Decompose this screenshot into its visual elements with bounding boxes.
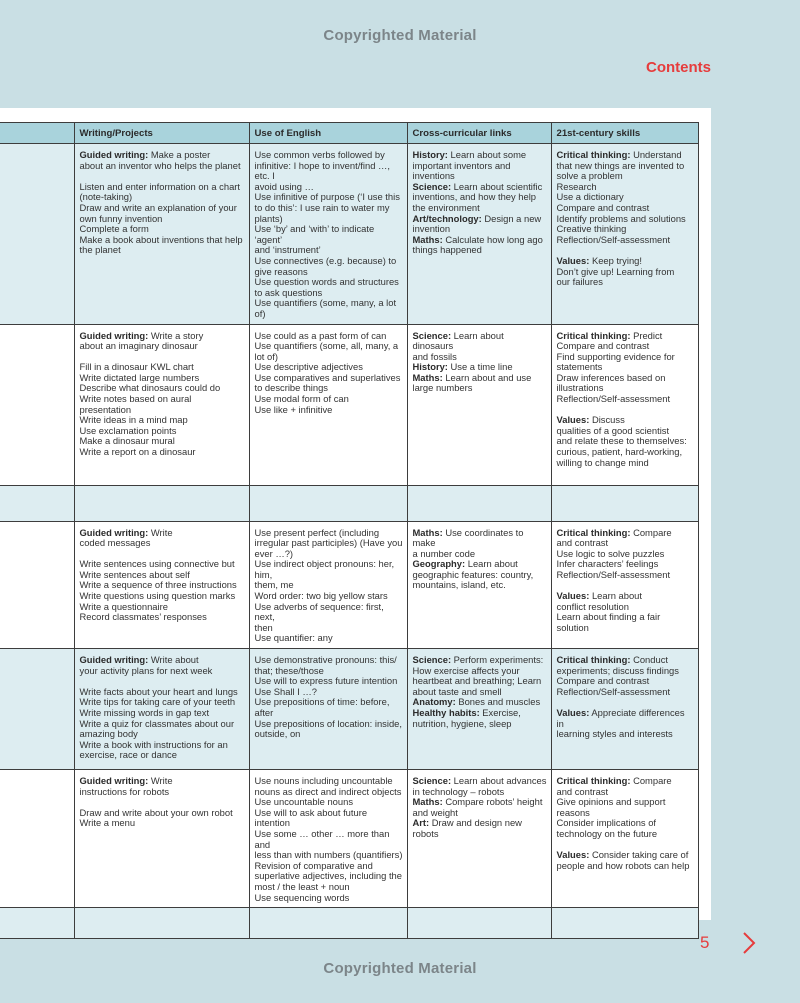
cell-line: of)	[254, 307, 266, 319]
cell-line: Maths: Calculate how long ago	[412, 233, 543, 245]
cell-line: Use demonstrative pronouns: this/	[254, 654, 397, 666]
table-row	[0, 649, 698, 770]
cell-line: invention	[412, 223, 451, 235]
cell-line: Write a questionnaire	[79, 600, 168, 612]
cell-line: to ask questions	[254, 286, 323, 298]
column-header-english: Use of English	[249, 123, 407, 144]
cell-line: experiments; discuss findings	[556, 664, 679, 676]
cell-line: Values: Discuss	[556, 414, 625, 426]
empty-cell	[249, 908, 407, 939]
cell-line: Use quantifier: any	[254, 632, 333, 644]
cell-line: things happened	[412, 244, 482, 256]
cell-line: Maths: Use coordinates to make	[412, 526, 524, 549]
cell-line: Listen and enter information on a chart	[79, 180, 241, 192]
cell-line: Write a sequence of three instructions	[79, 579, 237, 591]
cell-line: coded messages	[79, 537, 151, 549]
cell-line: Research	[556, 180, 597, 192]
cell-line: a number code	[412, 547, 476, 559]
cell-line: Values: Consider taking care of	[556, 849, 689, 861]
cell-line: in technology – robots	[412, 785, 505, 797]
unit-cell	[0, 324, 74, 485]
cell-line: illustrations	[556, 382, 604, 394]
cell-line: ever …?)	[254, 547, 294, 559]
cell-line: Reflection/Self-assessment	[556, 233, 671, 245]
empty-cell	[0, 485, 74, 521]
cell-line: Compare and contrast	[556, 675, 650, 687]
cell-line: Use nouns including uncountable	[254, 775, 393, 787]
cell-line: Reflection/Self-assessment	[556, 393, 671, 405]
cell-line: History: Learn about some	[412, 149, 527, 160]
cell-line: the environment	[412, 201, 480, 213]
cell-line: History: Use a time line	[412, 361, 513, 373]
writing-cell	[74, 144, 249, 325]
cell-line: and ‘instrument’	[254, 244, 321, 256]
cell-line: Critical thinking: Compare	[556, 526, 672, 538]
cell-line: Healthy habits: Exercise,	[412, 707, 521, 718]
cell-line: the planet	[79, 244, 121, 256]
writing-cell	[74, 770, 249, 908]
column-header-skills: 21st-century skills	[551, 123, 698, 144]
cell-line: mountains, island, etc.	[412, 579, 506, 591]
cell-line: then	[254, 621, 273, 633]
cell-line: Compare and contrast	[556, 201, 650, 213]
cell-line: conflict resolution	[556, 600, 629, 612]
cell-line: Word order: two big yellow stars	[254, 590, 388, 602]
table-row-empty	[0, 908, 698, 939]
skills-cell	[551, 770, 698, 908]
cell-line: Use indirect object pronouns: her, him,	[254, 558, 395, 580]
cell-line: Use will to ask about future	[254, 806, 368, 818]
cell-line: about an imaginary dinosaur	[79, 340, 198, 352]
cell-line: Write a quiz for classmates about our	[79, 717, 235, 729]
cell-line: Critical thinking: Conduct	[556, 654, 668, 666]
cell-line: large numbers	[412, 382, 473, 394]
contents-link[interactable]: Contents	[646, 59, 711, 76]
cell-line: and relate these to themselves:	[556, 435, 687, 447]
empty-cell	[74, 485, 249, 521]
cell-line: Don’t give up! Learning from	[556, 265, 675, 277]
cell-line: outside, on	[254, 728, 301, 740]
cell-line: Fill in a dinosaur KWL chart	[79, 361, 194, 373]
cell-line: Use exclamation points	[79, 424, 177, 436]
cell-line: Maths: Compare robots’ height	[412, 796, 543, 808]
unit-cell	[0, 770, 74, 908]
links-cell	[407, 521, 551, 649]
cell-line: nutrition, hygiene, sleep	[412, 717, 512, 729]
cell-line: Write a report on a dinosaur	[79, 446, 196, 458]
cell-line: Write a book with instructions for an	[79, 738, 228, 750]
cell-line: Use connectives (e.g. because) to	[254, 254, 397, 266]
cell-line: Critical thinking: Understand	[556, 149, 682, 160]
cell-line: Creative thinking	[556, 223, 627, 235]
cell-line: and contrast	[556, 785, 609, 797]
cell-line: statements	[556, 361, 603, 373]
table-header-row	[0, 123, 698, 144]
cell-line: about an inventor who helps the planet	[79, 159, 241, 171]
unit-cell	[0, 521, 74, 649]
column-header-links: Cross-curricular links	[407, 123, 551, 144]
cell-line: them, me	[254, 579, 294, 591]
links-cell	[407, 144, 551, 325]
links-cell	[407, 770, 551, 908]
cell-line: Use present perfect (including	[254, 526, 380, 538]
english-cell	[249, 324, 407, 485]
cell-line: less than with numbers (quantifiers)	[254, 849, 403, 861]
cell-line: Use like + infinitive	[254, 403, 333, 415]
cell-line: Use ‘by’ and ‘with’ to indicate ‘agent’	[254, 223, 375, 245]
links-cell	[407, 324, 551, 485]
cell-line: important inventors and	[412, 159, 511, 171]
cell-line: qualities of a good scientist	[556, 424, 670, 436]
cell-line: Art: Draw and design new	[412, 817, 522, 829]
cell-line: Complete a form	[79, 223, 149, 235]
empty-cell	[74, 908, 249, 939]
cell-line: geographic features: country,	[412, 568, 534, 580]
cell-line: Values: Learn about	[556, 590, 642, 602]
english-cell	[249, 649, 407, 770]
cell-line: intention	[254, 817, 290, 829]
cell-line: learning styles and interests	[556, 728, 673, 740]
cell-line: your activity plans for next week	[79, 664, 213, 676]
cell-line: Use descriptive adjectives	[254, 361, 363, 373]
cell-line: Use question words and structures	[254, 276, 399, 288]
cell-line: plants)	[254, 212, 283, 224]
cell-line: avoid using …	[254, 180, 314, 192]
table-row	[0, 521, 698, 649]
cell-line: nouns as direct and indirect objects	[254, 785, 402, 797]
cell-line: Use will to express future intention	[254, 675, 398, 687]
table-row	[0, 770, 698, 908]
cell-line: Use sequencing words	[254, 891, 350, 903]
cell-line: Use comparatives and superlatives	[254, 371, 401, 383]
cell-line: Guided writing: Write about	[79, 654, 199, 666]
cell-line: Infer characters’ feelings	[556, 558, 659, 570]
cell-line: that; these/those	[254, 664, 324, 676]
writing-cell	[74, 649, 249, 770]
cell-line: Make a book about inventions that help	[79, 233, 243, 245]
cell-line: after	[254, 707, 274, 718]
empty-cell	[551, 485, 698, 521]
cell-line: Write a menu	[79, 817, 136, 829]
cell-line: Guided writing: Write	[79, 526, 173, 538]
cell-line: most / the least + noun	[254, 880, 350, 892]
page-number: 5	[700, 933, 710, 952]
cell-line: Science: Perform experiments:	[412, 654, 544, 666]
cell-line: amazing body	[79, 728, 138, 740]
cell-line: Guided writing: Make a poster	[79, 149, 211, 160]
writing-cell	[74, 521, 249, 649]
cell-line: Write questions using question marks	[79, 590, 236, 602]
cell-line: and contrast	[556, 537, 609, 549]
cell-line: Use some … other … more than and	[254, 828, 390, 850]
skills-cell	[551, 144, 698, 325]
cell-line: lot of)	[254, 350, 278, 362]
cell-line: Guided writing: Write	[79, 775, 173, 787]
cell-line: Compare and contrast	[556, 340, 650, 352]
cell-line: Describe what dinosaurs could do	[79, 382, 221, 394]
cell-line: instructions for robots	[79, 785, 170, 797]
cell-line: Learn about finding a fair	[556, 611, 661, 623]
cell-line: Critical thinking: Predict	[556, 329, 663, 341]
cell-line: and weight	[412, 806, 458, 818]
cell-line: give reasons	[254, 265, 308, 277]
cell-line: Use could as a past form of can	[254, 329, 387, 341]
cell-line: Use adverbs of sequence: first, next,	[254, 600, 384, 623]
cell-line: Revision of comparative and	[254, 859, 373, 871]
cell-line: Anatomy: Bones and muscles	[412, 696, 541, 708]
cell-line: solve a problem	[556, 170, 623, 182]
chevron-right-icon[interactable]	[741, 930, 757, 956]
empty-cell	[249, 485, 407, 521]
cell-line: heartbeat and breathing; Learn	[412, 675, 542, 687]
cell-line: about taste and smell	[412, 685, 502, 697]
column-header-writing: Writing/Projects	[74, 123, 249, 144]
cell-line: inventions, and how they help	[412, 191, 537, 203]
cell-line: Use quantifiers (some, many, a lot	[254, 297, 397, 309]
cell-line: to describe things	[254, 382, 328, 394]
cell-line: Use prepositions of time: before,	[254, 696, 390, 708]
empty-cell	[407, 485, 551, 521]
cell-line: Write missing words in gap text	[79, 707, 210, 718]
cell-line: that new things are invented to	[556, 159, 685, 171]
cell-line: Find supporting evidence for	[556, 350, 675, 362]
cell-line: exercise, race or dance	[79, 749, 177, 761]
scope-sequence-table	[0, 122, 699, 939]
cell-line: Write tips for taking care of your teeth	[79, 696, 236, 708]
cell-line: Use common verbs followed by	[254, 149, 385, 160]
cell-line: Use uncountable nouns	[254, 796, 354, 808]
cell-line: Values: Appreciate differences in	[556, 707, 685, 729]
cell-line: Use infinitive of purpose (‘I use this	[254, 191, 400, 203]
cell-line: Values: Keep trying!	[556, 254, 642, 266]
cell-line: superlative adjectives, including the	[254, 870, 402, 882]
cell-line: Critical thinking: Compare	[556, 775, 672, 787]
cell-line: Write dictated large numbers	[79, 371, 200, 383]
cell-line: Draw and write about your own robot	[79, 806, 233, 818]
cell-line: Use a dictionary	[556, 191, 624, 203]
cell-line: curious, patient, hard-working,	[556, 446, 683, 458]
cell-line: Write facts about your heart and lungs	[79, 685, 238, 697]
cell-line: Draw inferences based on	[556, 371, 666, 383]
cell-line: Write sentences using connective but	[79, 558, 235, 570]
writing-cell	[74, 324, 249, 485]
cell-line: Record classmates’ responses	[79, 611, 207, 623]
empty-cell	[551, 908, 698, 939]
cell-line: infinitive: I hope to invent/find …, etc. I	[254, 159, 390, 182]
skills-cell	[551, 649, 698, 770]
empty-cell	[407, 908, 551, 939]
cell-line: Give opinions and support	[556, 796, 666, 808]
table-row-empty	[0, 485, 698, 521]
english-cell	[249, 521, 407, 649]
cell-line: to do this’: I use rain to water my	[254, 201, 390, 213]
cell-line: Geography: Learn about	[412, 558, 518, 570]
cell-line: Science: Learn about advances	[412, 775, 547, 787]
cell-line: robots	[412, 828, 439, 839]
english-cell	[249, 144, 407, 325]
cell-line: Use logic to solve puzzles	[556, 547, 665, 559]
cell-line: Use Shall I …?	[254, 685, 318, 697]
cell-line: Guided writing: Write a story	[79, 329, 204, 341]
column-header-unit	[0, 123, 74, 144]
book-page	[0, 108, 711, 920]
cell-line: Science: Learn about dinosaurs	[412, 329, 504, 352]
cell-line: Draw and write an explanation of your	[79, 201, 237, 213]
cell-line: inventions	[412, 170, 455, 182]
cell-line: Write notes based on aural presentation	[79, 393, 192, 415]
cell-line: Use modal form of can	[254, 393, 349, 405]
skills-cell	[551, 521, 698, 649]
cell-line: Use prepositions of location: inside,	[254, 717, 402, 729]
cell-line: Science: Learn about scientific	[412, 180, 543, 192]
unit-cell	[0, 144, 74, 325]
scope-sequence-table-area	[0, 122, 698, 939]
cell-line: reasons	[556, 806, 590, 818]
cell-line: own funny invention	[79, 212, 163, 224]
links-cell	[407, 649, 551, 770]
unit-cell	[0, 649, 74, 770]
cell-line: technology on the future	[556, 828, 658, 839]
empty-cell	[0, 908, 74, 939]
cell-line: Identify problems and solutions	[556, 212, 686, 224]
cell-line: Write ideas in a mind map	[79, 414, 188, 426]
english-cell	[249, 770, 407, 908]
copyright-footer: Copyrighted Material	[323, 960, 477, 977]
cell-line: How exercise affects your	[412, 664, 520, 676]
cell-line: our failures	[556, 276, 603, 288]
cell-line: Maths: Learn about and use	[412, 371, 532, 383]
cell-line: Art/technology: Design a new	[412, 212, 542, 224]
cell-line: and fossils	[412, 350, 457, 362]
cell-line: Reflection/Self-assessment	[556, 568, 671, 580]
cell-line: solution	[556, 621, 589, 633]
skills-cell	[551, 324, 698, 485]
cell-line: Write sentences about self	[79, 568, 190, 580]
cell-line: Make a dinosaur mural	[79, 435, 175, 447]
cell-line: Consider implications of	[556, 817, 657, 829]
copyright-header: Copyrighted Material	[323, 27, 477, 44]
table-row	[0, 144, 698, 325]
cell-line: (note-taking)	[79, 191, 133, 203]
cell-line: willing to change mind	[556, 456, 649, 468]
cell-line: irregular past participles) (Have you	[254, 537, 403, 549]
cell-line: Reflection/Self-assessment	[556, 685, 671, 697]
cell-line: Use quantifiers (some, all, many, a	[254, 340, 399, 352]
table-row	[0, 324, 698, 485]
cell-line: people and how robots can help	[556, 859, 690, 871]
